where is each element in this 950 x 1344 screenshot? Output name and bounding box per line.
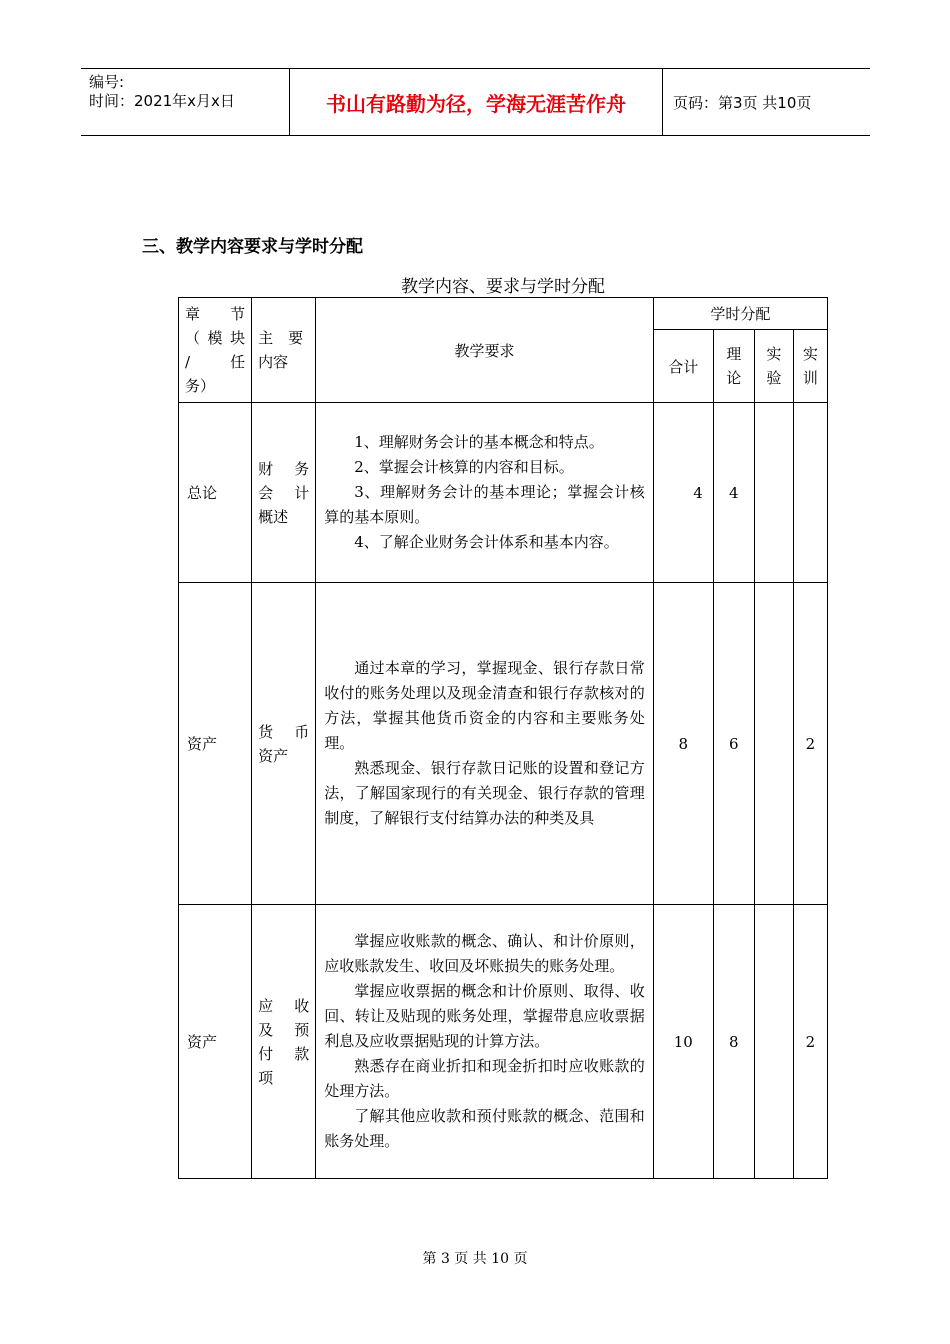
header-theory [713, 330, 754, 403]
header-content [252, 298, 316, 403]
requirement-item: 2、掌握会计核算的内容和目标。 [354, 458, 574, 476]
requirement-item: 1、理解财务会计的基本概念和特点。 [354, 433, 604, 451]
header-theory-char: 理 [726, 345, 742, 364]
row-theory: 6 [713, 583, 754, 905]
page-label: 页码：第3页 共10页 [673, 93, 812, 112]
row-training [793, 403, 827, 583]
requirement-item: 掌握应收票据的概念和计价原则、取得、收回、转让及贴现的账务处理，掌握带息应收票据利息及应收票据贴现的计算方法。 [324, 982, 645, 1050]
row-content-line: 及 预 [258, 1020, 310, 1039]
section-title: 三、教学内容要求与学时分配 [142, 237, 363, 257]
header-content-line: 内容 [258, 353, 289, 371]
header-chapter-line: （模块 [185, 329, 246, 347]
number-label: 编号: [89, 73, 125, 91]
course-hours-table [178, 297, 828, 1179]
table-header-row [179, 298, 828, 330]
table-caption: 教学内容、要求与学时分配 [401, 277, 605, 297]
requirement-item: 熟悉存在商业折扣和现金折扣时应收账款的处理方法。 [324, 1057, 645, 1100]
header-chapter [179, 298, 252, 403]
row-content-line: 财 务 [258, 459, 310, 478]
row-content-line: 付 款 [258, 1044, 310, 1063]
row-content-line: 概述 [258, 507, 289, 526]
row-training: 2 [793, 583, 827, 905]
header-chapter-line: 务） [185, 377, 216, 395]
row-content [252, 583, 316, 905]
table-row [179, 403, 828, 583]
row-content-line: 货 币 [258, 722, 310, 741]
header-experiment [754, 330, 793, 403]
row-total: 8 [653, 583, 713, 905]
header-theory-char: 论 [726, 369, 742, 388]
header-training-char: 实 [802, 345, 818, 364]
table-row [179, 905, 828, 1179]
header-requirements: 教学要求 [316, 298, 654, 403]
row-content-line: 应 收 [258, 996, 310, 1015]
header-chapter-line: 章 节 [185, 305, 246, 323]
requirement-item: 3、理解财务会计的基本理论；掌握会计核算的基本原则。 [324, 483, 645, 526]
requirement-item: 熟悉现金、银行存款日记账的设置和登记方法，了解国家现行的有关现金、银行存款的管理制度，了解银行支付结算办法的种类及具 [324, 759, 645, 827]
row-requirements [316, 905, 654, 1179]
header-content-line: 主 要 [258, 329, 304, 347]
header-chapter-line: / 任 [185, 353, 246, 371]
row-chapter: 资产 [179, 583, 252, 905]
row-theory: 8 [713, 905, 754, 1179]
row-total: 4 [653, 403, 713, 583]
header-meta [81, 69, 290, 136]
requirement-item: 掌握应收账款的概念、确认、和计价原则，应收账款发生、收回及坏账损失的账务处理。 [324, 932, 645, 975]
header-experiment-char: 实 [766, 345, 782, 364]
header-training-char: 训 [802, 369, 818, 388]
row-training: 2 [793, 905, 827, 1179]
row-requirements [316, 403, 654, 583]
page-footer: 第 3 页 共 10 页 [422, 1251, 528, 1267]
header-total: 合计 [653, 330, 713, 403]
row-requirements [316, 583, 654, 905]
row-total: 10 [653, 905, 713, 1179]
row-content-line: 资产 [258, 746, 289, 765]
requirement-item: 通过本章的学习，掌握现金、银行存款日常收付的账务处理以及现金清查和银行存款核对的方法，掌握其他货币资金的内容和主要账务处理。 [324, 659, 645, 752]
table-row [179, 583, 828, 905]
requirement-item: 了解其他应收款和预付账款的概念、范围和账务处理。 [324, 1107, 645, 1150]
motto: 书山有路勤为径，学海无涯苦作舟 [290, 69, 663, 136]
row-theory: 4 [713, 403, 754, 583]
header-experiment-char: 验 [766, 369, 782, 388]
row-experiment [754, 583, 793, 905]
row-chapter: 资产 [179, 905, 252, 1179]
page-header [81, 68, 870, 136]
requirement-item: 4、了解企业财务会计体系和基本内容。 [354, 533, 619, 551]
time-label: 时间：2021年x月x日 [89, 92, 235, 110]
row-experiment [754, 403, 793, 583]
header-training [793, 330, 827, 403]
row-chapter: 总论 [179, 403, 252, 583]
row-content [252, 403, 316, 583]
row-content-line: 项 [258, 1068, 274, 1087]
row-content-line: 会 计 [258, 483, 310, 502]
header-hours: 学时分配 [653, 298, 827, 330]
row-content [252, 905, 316, 1179]
row-experiment [754, 905, 793, 1179]
